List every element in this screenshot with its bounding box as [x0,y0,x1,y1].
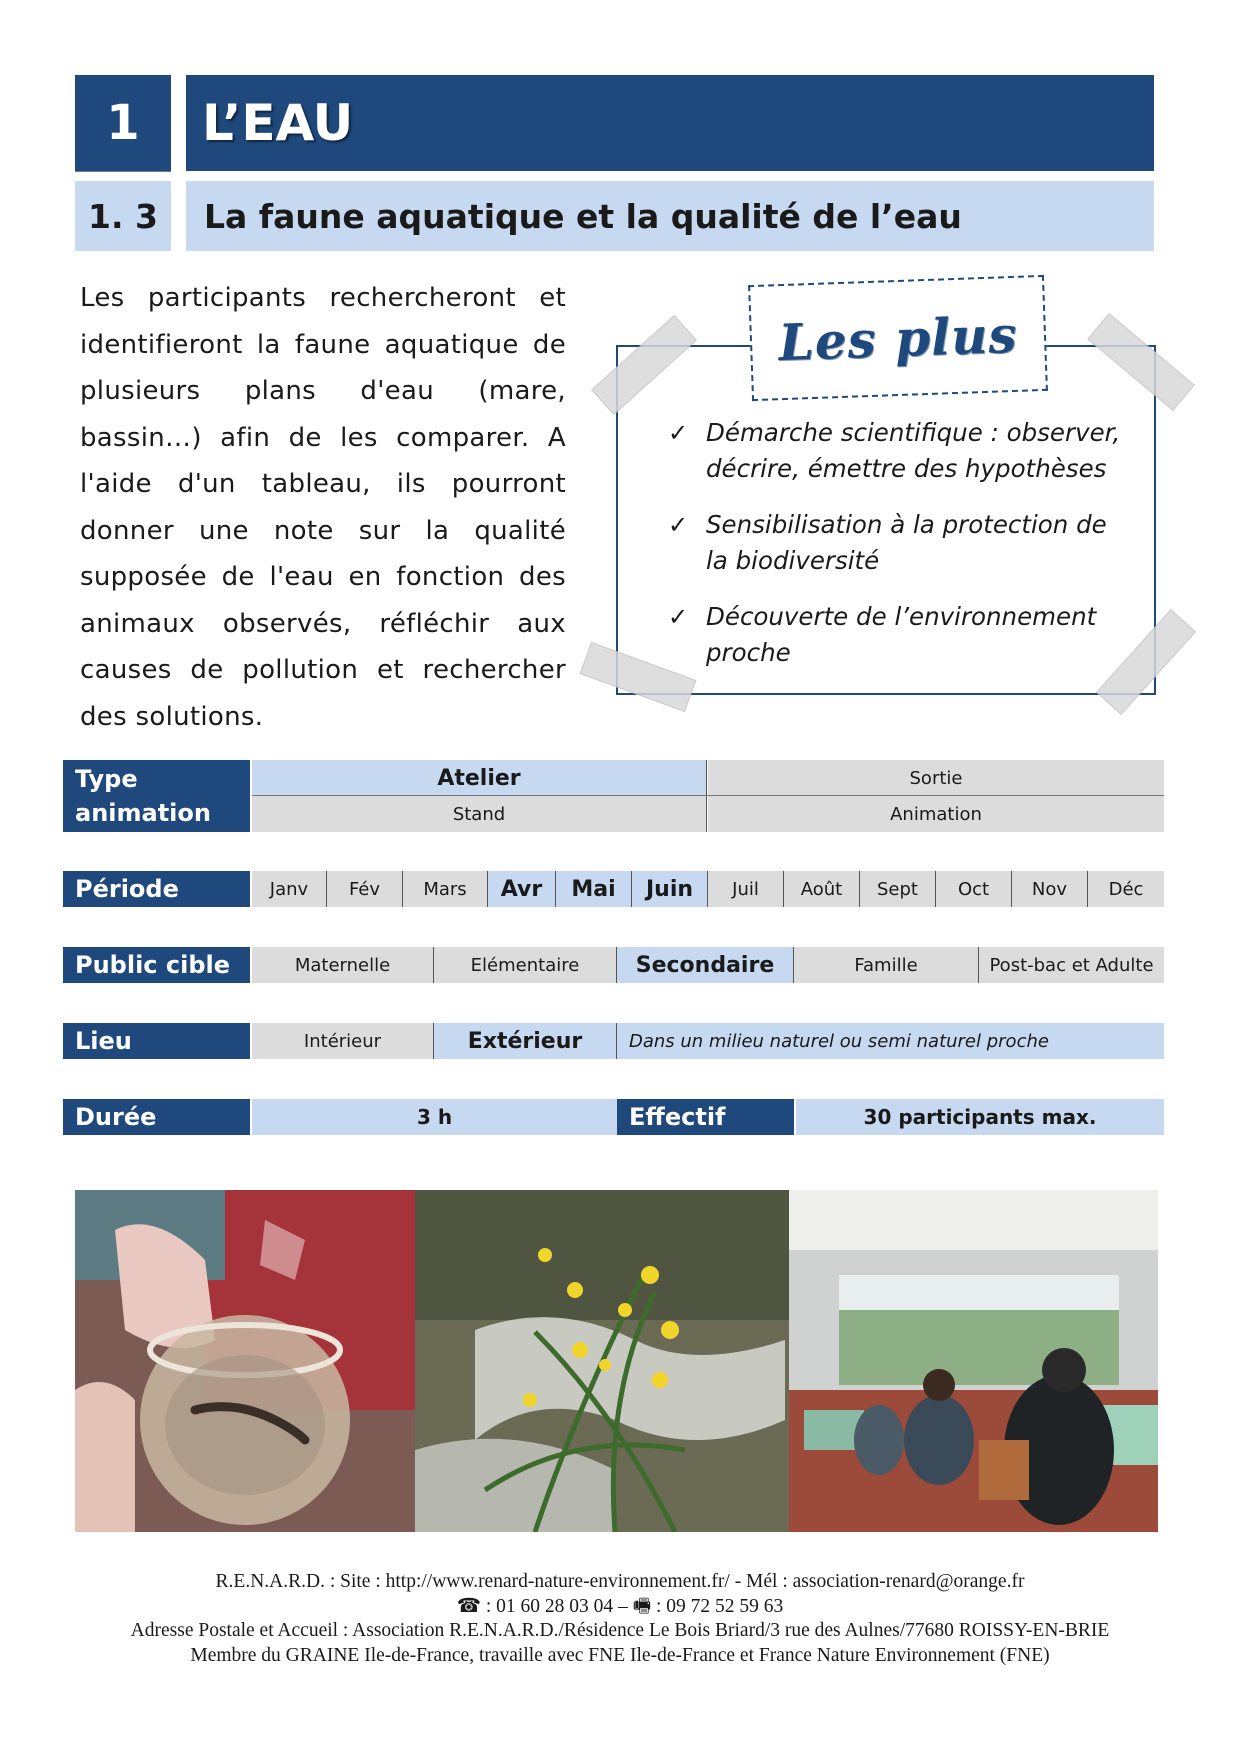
list-item: ✓ Démarche scientifique : observer, décrire, émettre des hypothèses [666,415,1136,487]
lieu-label: Lieu [63,1023,250,1059]
section-title: La faune aquatique et la qualité de l’eau [186,181,1154,251]
month-juil: Juil [708,871,784,907]
section-number: 1. 3 [75,181,171,251]
month-juin: Juin [632,871,708,907]
public-postbac-adulte: Post-bac et Adulte [979,947,1164,983]
month-oct: Oct [936,871,1012,907]
public-maternelle: Maternelle [252,947,434,983]
checkmark-icon: ✓ [668,603,689,631]
type-animation-label: Type animation [63,760,250,832]
type-option-atelier: Atelier [252,760,707,796]
footer-line-phone: ☎ : 01 60 28 03 04 – 🖷 : 09 72 52 59 63 [456,1595,784,1617]
public-secondaire: Secondaire [617,947,794,983]
month-avr: Avr [488,871,556,907]
lieu-exterieur: Extérieur [434,1023,617,1059]
periode-label: Période [63,871,250,907]
month-fev: Fév [327,871,403,907]
list-item: ✓ Sensibilisation à la protection de la biodiversité [666,507,1136,579]
type-option-animation: Animation [708,796,1164,832]
les-plus-title: Les plus [777,304,1019,372]
type-option-sortie: Sortie [708,760,1164,796]
footer-line-address: Adresse Postale et Accueil : Association R.E.N.A.R.D./Résidence Le Bois Briard/3 rue des Aulnes/77680 ROISSY-EN-BRIE [130,1620,1110,1641]
duree-label: Durée [63,1099,250,1135]
list-item: ✓ Découverte de l’environnement proche [666,599,1136,671]
footer-line-site: R.E.N.A.R.D. : Site : http://www.renard-nature-environnement.fr/ - Mél : association-renard@orange.fr [215,1571,1025,1592]
jar-with-larva-photo [75,1190,415,1532]
duree-value: 3 h [252,1099,617,1135]
month-dec: Déc [1088,871,1164,907]
les-plus-list [666,415,1136,691]
les-plus-tag [748,275,1048,401]
fax-icon: 🖷 [632,1595,652,1617]
public-elementaire: Elémentaire [434,947,617,983]
month-janv: Janv [252,871,327,907]
intro-paragraph: Les participants rechercheront et identifieront la faune aquatique de plusieurs plans d'eau (mare, bassin…) afin de les comparer. A l'aide d'un tableau, ils pourront donner une note sur la qualité supposée de l'eau en fonction des animaux observés, réfléchir aux causes de pollution et rechercher des solutions. [80,283,566,732]
checkmark-icon: ✓ [668,511,689,539]
effectif-value: 30 participants max. [796,1099,1164,1135]
footer-line-membership: Membre du GRAINE Ile-de-France, travaille avec FNE Ile-de-France et France Nature Environnement (FNE) [190,1644,1050,1666]
month-sept: Sept [860,871,936,907]
month-nov: Nov [1012,871,1088,907]
phone-icon: ☎ [456,1595,482,1617]
checkmark-icon: ✓ [668,419,689,447]
public-famille: Famille [794,947,979,983]
classroom-photo [789,1190,1158,1532]
footer [60,1570,1180,1668]
chapter-title: L’EAU [186,75,1154,171]
type-option-stand: Stand [252,796,707,832]
lieu-interieur: Intérieur [252,1023,434,1059]
month-mars: Mars [403,871,488,907]
chapter-number: 1 [75,75,171,171]
lieu-note: Dans un milieu naturel ou semi naturel proche [617,1023,1164,1059]
public-cible-label: Public cible [63,947,250,983]
month-mai: Mai [556,871,632,907]
yellow-flowers-pond-photo [415,1190,789,1532]
month-aout: Août [784,871,860,907]
effectif-label: Effectif [617,1099,794,1135]
